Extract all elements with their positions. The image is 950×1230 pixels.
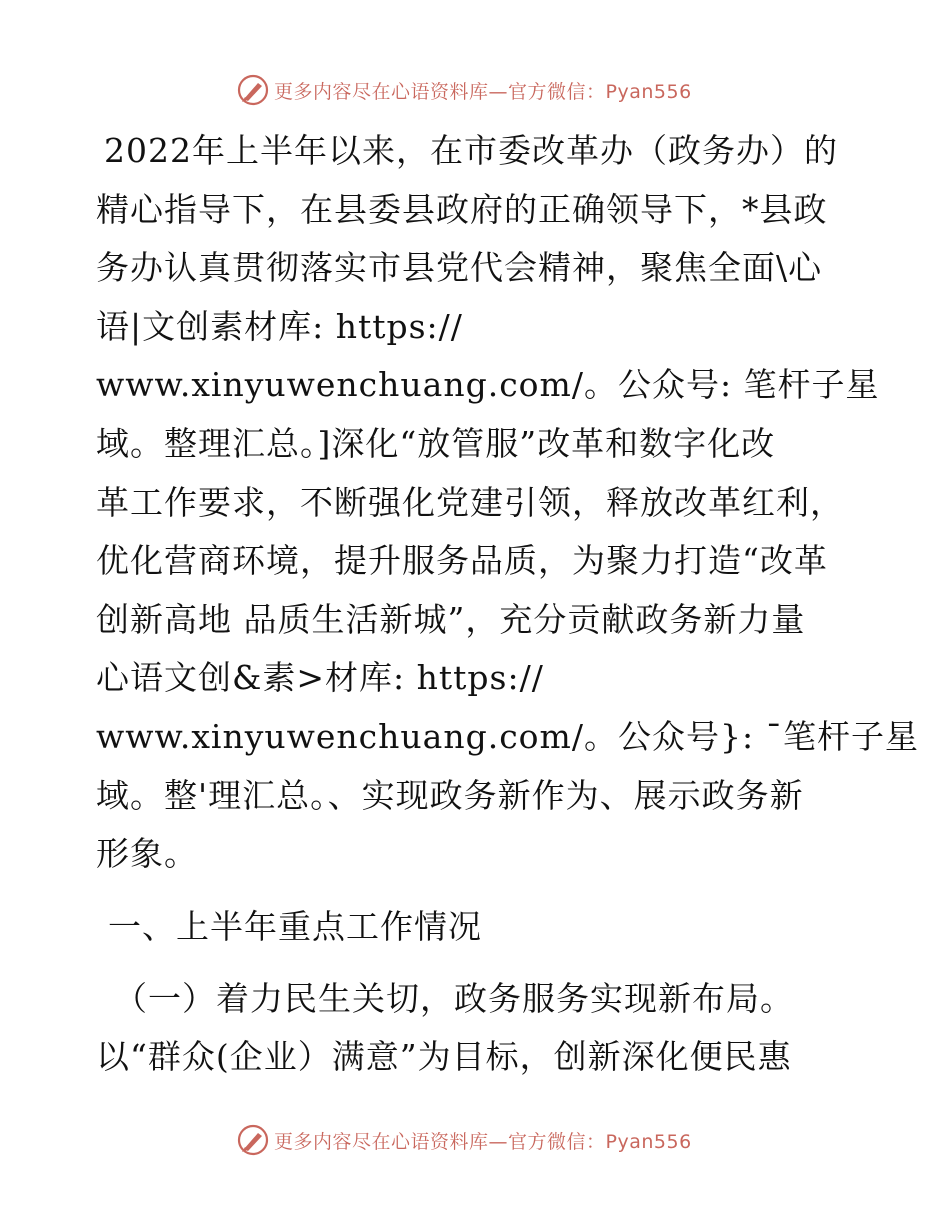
paragraph-line: 域。整理汇总。]深化“放管服”改革和数字化改 [96, 423, 776, 463]
watermark-text: 更多内容尽在心语资料库—官方微信：Pyan556 [274, 80, 692, 103]
paragraph-line: www.xinyuwenchuang.com/。公众号}: ¯笔杆子星 [96, 716, 920, 756]
paragraph-line: 形象。 [96, 834, 198, 874]
paragraph-line: 域。整'理汇总。、实现政务新作为、展示政务新 [96, 775, 804, 815]
pen-logo-icon [236, 73, 270, 107]
paragraph-line: 心语文创&素>材库: https:// [96, 658, 544, 698]
watermark-text: 更多内容尽在心语资料库—官方微信：Pyan556 [274, 1130, 692, 1153]
paragraph-line: 语|文创素材库: https:// [96, 306, 463, 346]
document-body [96, 122, 920, 1086]
paragraph-line: 创新高地 品质生活新城”，充分贡献政务新力量 [96, 599, 806, 639]
subsection-heading: （一）着力民生关切，政务服务实现新布局。 [114, 978, 794, 1018]
paragraph-line: 革工作要求，不断强化党建引领，释放改革红利， [96, 482, 844, 522]
paragraph-line: 2022年上半年以来，在市委改革办（政务办）的 [104, 131, 838, 170]
paragraph-line: www.xinyuwenchuang.com/。公众号: 笔杆子星 [96, 365, 880, 405]
paragraph-line: 优化营商环境，提升服务品质，为聚力打造“改革 [96, 541, 828, 581]
paragraph-line: 以“群众(企业）满意”为目标，创新深化便民惠 [96, 1036, 792, 1076]
pen-logo-icon [236, 1123, 270, 1157]
paragraph-line: 务办认真贯彻落实市县党代会精神，聚焦全面\心 [96, 248, 823, 288]
watermark-header [236, 72, 692, 108]
section-heading: 一、上半年重点工作情况 [108, 906, 482, 946]
watermark-footer [236, 1122, 692, 1158]
paragraph-line: 精心指导下，在县委县政府的正确领导下，*县政 [96, 189, 828, 229]
